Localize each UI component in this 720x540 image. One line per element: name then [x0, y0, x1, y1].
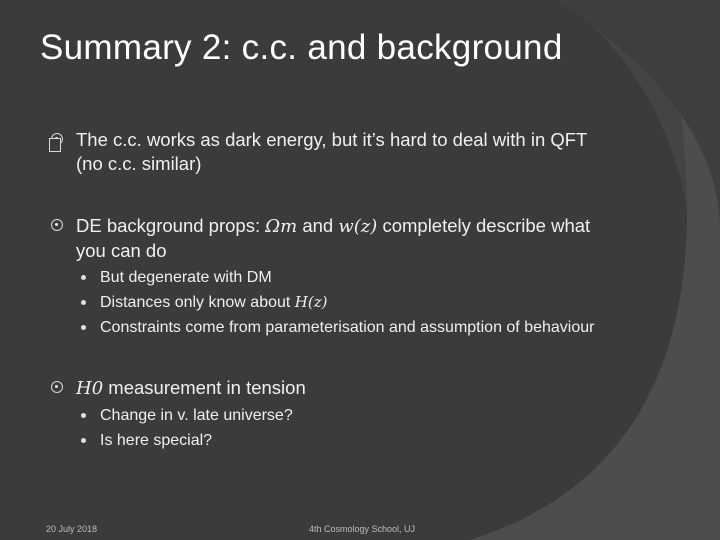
- missing-glyph-icon: [49, 138, 61, 152]
- bullet-item: [48, 214, 608, 338]
- circle-bullet-icon: [51, 381, 63, 393]
- bullet-text: DE background props: Ωm and w(z) completely describe what you can do: [76, 215, 591, 261]
- w-of-z-math: w(z): [338, 216, 378, 237]
- bullet-item: [48, 376, 608, 451]
- sub-list: [76, 405, 608, 451]
- h0-math: H0: [76, 378, 104, 399]
- sub-item: But degenerate with DM: [76, 267, 608, 288]
- sub-list: [76, 267, 608, 338]
- h-of-z-math: H(z): [294, 293, 328, 311]
- slide-title: Summary 2: c.c. and background: [40, 28, 563, 67]
- omega-m-math: Ωm: [265, 216, 298, 237]
- sub-item: Distances only know about H(z): [76, 292, 608, 313]
- sub-item: Is here special?: [76, 430, 608, 451]
- slide-content: [48, 128, 608, 455]
- footer-event: 4th Cosmology School, UJ: [309, 524, 416, 534]
- sub-item: Constraints come from parameterisation and assumption of behaviour: [76, 317, 608, 338]
- sub-item: Change in v. late universe?: [76, 405, 608, 426]
- bullet-text: H0 measurement in tension: [76, 377, 306, 399]
- bullet-text: The c.c. works as dark energy, but it’s hard to deal with in QFT (no c.c. similar): [76, 129, 588, 174]
- circle-bullet-icon: [51, 219, 63, 231]
- footer-date: 20 July 2018: [46, 524, 98, 534]
- bullet-item: [48, 128, 608, 176]
